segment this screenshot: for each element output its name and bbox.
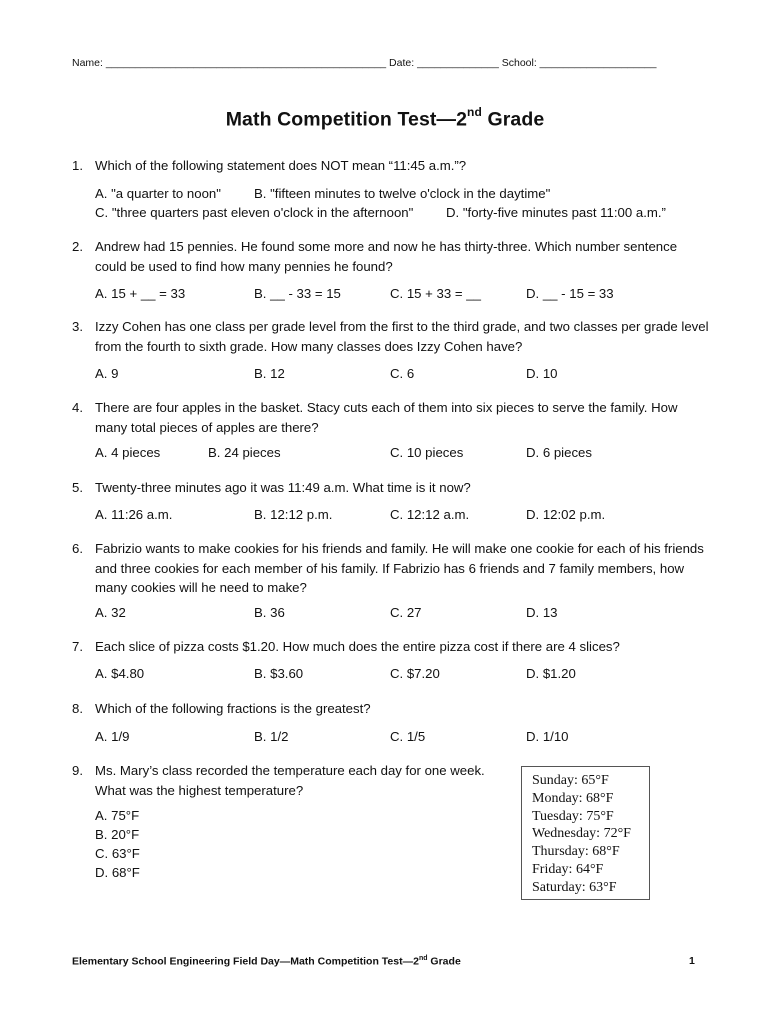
option-b[interactable]: B. 20°F: [95, 827, 140, 842]
page-title: [0, 107, 770, 132]
question-5: [72, 478, 712, 498]
option-c[interactable]: C. 15 + 33 = __: [390, 286, 481, 301]
option-d[interactable]: D. 1/10: [526, 729, 569, 744]
temp-monday: Monday: 68°F: [532, 790, 614, 806]
question-text: Andrew had 15 pennies. He found some more and now he has thirty-three. Which number sentence could be used to find how many pennies he found?: [95, 239, 678, 274]
option-d[interactable]: D. 10: [526, 366, 558, 381]
question-7: [72, 637, 712, 657]
question-number: 2.: [72, 239, 83, 254]
question-number: 6.: [72, 541, 83, 556]
option-b[interactable]: B. __ - 33 = 15: [254, 286, 341, 301]
question-1-options: [95, 184, 705, 222]
question-number: 3.: [72, 319, 83, 334]
option-d[interactable]: D. $1.20: [526, 666, 576, 681]
question-text: Izzy Cohen has one class per grade level from the first to the third grade, and two classes per grade level from the fourth to sixth grade. How many classes does Izzy Cohen have?: [95, 319, 709, 354]
temp-tuesday: Tuesday: 75°F: [532, 808, 614, 824]
question-number: 7.: [72, 639, 83, 654]
option-a[interactable]: A. 9: [95, 366, 119, 381]
temperature-table: [521, 766, 650, 900]
option-c[interactable]: C. 27: [390, 605, 422, 620]
page-footer: [72, 955, 461, 968]
option-a[interactable]: A. "a quarter to noon": [95, 186, 221, 201]
option-b[interactable]: B. 12:12 p.m.: [254, 507, 333, 522]
title-tail: Grade: [481, 108, 545, 131]
question-number: 1.: [72, 158, 83, 173]
question-2: [72, 237, 712, 276]
option-c[interactable]: C. 63°F: [95, 846, 140, 861]
option-a[interactable]: A. 4 pieces: [95, 445, 161, 460]
question-7-options: [95, 664, 655, 683]
question-3-options: [95, 364, 655, 383]
option-b[interactable]: B. $3.60: [254, 666, 304, 681]
question-9: [72, 761, 517, 800]
option-d[interactable]: D. 12:02 p.m.: [526, 507, 606, 522]
question-4-options: [95, 443, 655, 462]
question-5-options: [95, 505, 655, 524]
option-b[interactable]: B. 1/2: [254, 729, 289, 744]
question-number: 9.: [72, 763, 83, 778]
footer-main: Elementary School Engineering Field Day—Math Competition Test—2: [72, 955, 419, 968]
option-d[interactable]: D. 13: [526, 605, 558, 620]
option-d[interactable]: D. __ - 15 = 33: [526, 286, 614, 301]
question-text: Which of the following statement does NOT mean “11:45 a.m.”?: [95, 158, 467, 173]
title-superscript: nd: [467, 105, 482, 119]
question-8: [72, 699, 712, 719]
page-number: 1: [689, 955, 695, 967]
question-3: [72, 317, 712, 356]
question-8-options: [95, 727, 655, 746]
temp-thursday: Thursday: 68°F: [532, 844, 620, 860]
question-9-options: [95, 806, 295, 882]
question-6-options: [95, 603, 655, 622]
option-b[interactable]: B. 12: [254, 366, 285, 381]
option-b[interactable]: B. 36: [254, 605, 285, 620]
temp-wednesday: Wednesday: 72°F: [532, 826, 631, 842]
option-a[interactable]: A. $4.80: [95, 666, 145, 681]
option-a[interactable]: A. 1/9: [95, 729, 130, 744]
question-4: [72, 398, 712, 437]
option-a[interactable]: A. 32: [95, 605, 126, 620]
question-text: There are four apples in the basket. Stacy cuts each of them into six pieces to serve the family. How many total pieces of apples are there?: [95, 400, 678, 435]
option-d[interactable]: D. 68°F: [95, 865, 140, 880]
option-a[interactable]: A. 11:26 a.m.: [95, 507, 173, 522]
option-b[interactable]: B. 24 pieces: [208, 445, 281, 460]
option-c[interactable]: C. 10 pieces: [390, 445, 464, 460]
question-text: Fabrizio wants to make cookies for his friends and family. He will make one cookie for each of his friends and three cookies for each member of his family. If Fabrizio has 6 friends and 7 family members, how many cookies will he need to make?: [95, 541, 704, 595]
footer-tail: Grade: [427, 955, 461, 968]
option-b[interactable]: B. "fifteen minutes to twelve o'clock in the daytime": [254, 186, 551, 201]
question-text: Each slice of pizza costs $1.20. How much does the entire pizza cost if there are 4 slices?: [95, 639, 620, 654]
temp-saturday: Saturday: 63°F: [532, 879, 617, 895]
option-d[interactable]: D. "forty-five minutes past 11:00 a.m.”: [446, 205, 666, 220]
question-number: 8.: [72, 701, 83, 716]
option-c[interactable]: C. $7.20: [390, 666, 440, 681]
option-c[interactable]: C. 6: [390, 366, 415, 381]
footer-superscript: nd: [418, 955, 428, 962]
question-number: 5.: [72, 480, 83, 495]
option-c[interactable]: C. 1/5: [390, 729, 426, 744]
option-a[interactable]: A. 75°F: [95, 808, 140, 823]
question-6: [72, 539, 712, 598]
question-2-options: [95, 284, 655, 303]
option-c[interactable]: C. 12:12 a.m.: [390, 507, 470, 522]
question-number: 4.: [72, 400, 83, 415]
question-text: Ms. Mary’s class recorded the temperature each day for one week. What was the highest temperature?: [95, 763, 485, 798]
option-c[interactable]: C. "three quarters past eleven o'clock in the afternoon": [95, 205, 414, 220]
question-text: Which of the following fractions is the greatest?: [95, 701, 371, 716]
option-d[interactable]: D. 6 pieces: [526, 445, 592, 460]
question-text: Twenty-three minutes ago it was 11:49 a.m. What time is it now?: [95, 480, 471, 495]
temp-sunday: Sunday: 65°F: [532, 773, 609, 788]
title-main: Math Competition Test—2: [225, 108, 468, 131]
student-info-line: Name: ________________________________________________ Date: ______________ School: ____________________: [72, 57, 657, 69]
temp-friday: Friday: 64°F: [532, 861, 604, 877]
question-1: [72, 156, 712, 176]
option-a[interactable]: A. 15 + __ = 33: [95, 286, 186, 301]
